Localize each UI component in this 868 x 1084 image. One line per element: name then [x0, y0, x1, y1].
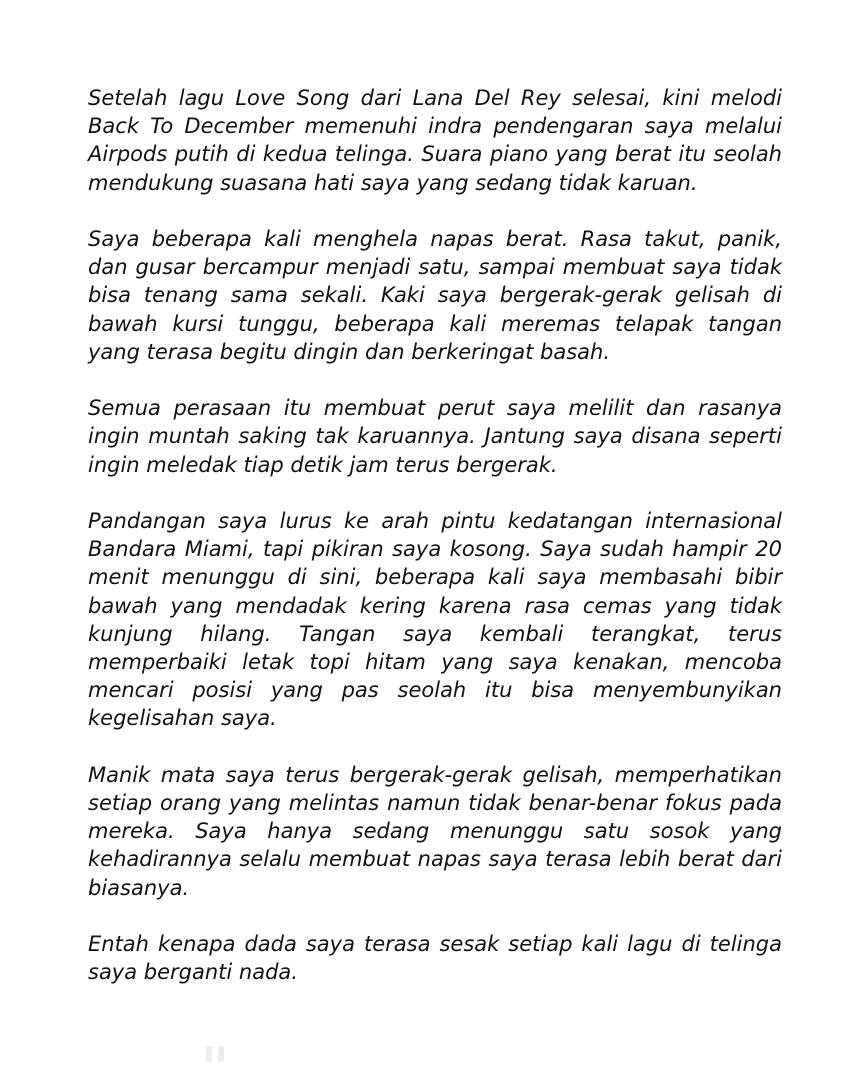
paragraph-2: Saya beberapa kali menghela napas berat. Rasa takut, panik, dan gusar bercampur menjadi satu, sampai membuat saya tidak bisa tenang sama sekali. Kaki saya bergerak-gerak gelisah di bawah kursi tunggu, beberapa kali meremas telapak tangan yang terasa begitu dingin dan berkeringat basah.: [88, 227, 782, 364]
faint-watermark-icon: [206, 1046, 246, 1066]
story-page: [88, 84, 782, 986]
faint-mark-bar: [218, 1046, 224, 1062]
paragraph-1: Setelah lagu Love Song dari Lana Del Rey selesai, kini melodi Back To December memenuhi indra pendengaran saya melalui Airpods putih di kedua telinga. Suara piano yang berat itu seolah mendukung suasana hati saya yang sedang tidak karuan.: [88, 86, 782, 195]
faint-mark-bar: [206, 1046, 212, 1062]
paragraph-3: Semua perasaan itu membuat perut saya melilit dan rasanya ingin muntah saking tak karuannya. Jantung saya disana seperti ingin meledak tiap detik jam terus bergerak.: [88, 396, 782, 477]
paragraph-5: Manik mata saya terus bergerak-gerak gelisah, memperhatikan setiap orang yang melintas namun tidak benar-benar fokus pada mereka. Saya hanya sedang menunggu satu sosok yang kehadirannya selalu membuat napas saya terasa lebih berat dari biasanya.: [88, 762, 782, 900]
paragraph-4: Pandangan saya lurus ke arah pintu kedatangan internasional Bandara Miami, tapi pikiran saya kosong. Saya sudah hampir 20 menit menunggu di sini, beberapa kali saya membasahi bibir bawah yang mendadak kering karena rasa cemas yang tidak kunjung hilang. Tangan saya kembali terangkat, terus memperbaiki letak topi hitam yang saya kenakan, mencoba mencari posisi yang pas seolah itu bisa menyembunyikan kegelisahan saya.: [88, 509, 782, 731]
paragraph-6: Entah kenapa dada saya terasa sesak setiap kali lagu di telinga saya berganti nada.: [88, 932, 782, 985]
